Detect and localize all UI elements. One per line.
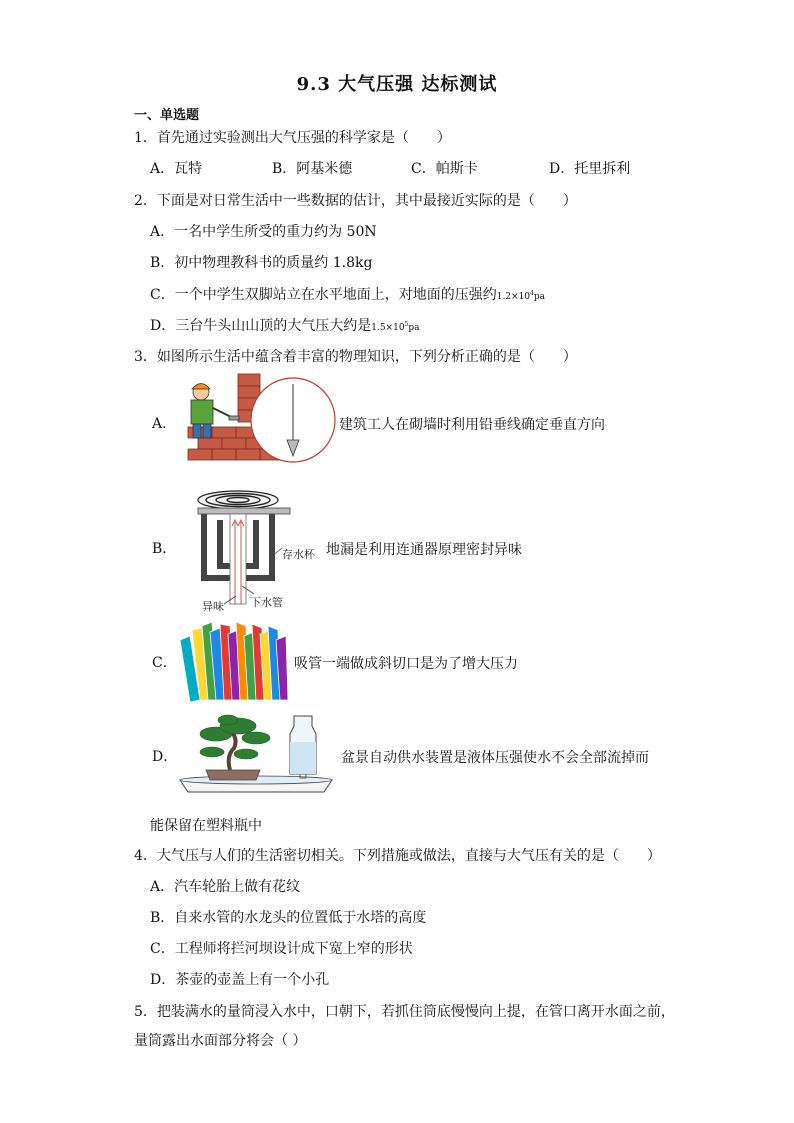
question-1-stem: 1．首先通过实验测出大气压强的科学家是（ ） <box>134 130 451 146</box>
question-5-line-1: 5．把装满水的量筒浸入水中，口朝下，若抓住筒底慢慢向上提，在管口离开水面之前， <box>134 1004 675 1020</box>
q3-option-a-text: 建筑工人在砌墙时利用铅垂线确定垂直方向 <box>339 417 605 433</box>
q2-option-a: A．一名中学生所受的重力约为 50N <box>150 224 377 240</box>
q2-option-c-text: C．一个中学生双脚站立在水平地面上，对地面的压强约 <box>150 287 497 303</box>
q2-c-unit: pa <box>533 292 545 302</box>
q3-option-b-label: B． <box>152 541 177 557</box>
q3-option-a-label: A． <box>152 416 177 432</box>
q1-option-a: A．瓦特 <box>150 161 203 177</box>
q1-option-b: B．阿基米德 <box>272 161 353 177</box>
question-2-stem: 2．下面是对日常生活中一些数据的估计，其中最接近实际的是（ ） <box>134 193 577 209</box>
q3-option-c-label: C． <box>152 655 177 671</box>
q3-option-d-label: D． <box>152 749 178 765</box>
question-5-line-2: 量筒露出水面部分将会（ ） <box>134 1033 307 1049</box>
q2-option-d-value <box>371 323 419 333</box>
floor-drain-figure <box>196 486 326 616</box>
label-trap-cup: 存水杯 <box>282 548 315 561</box>
q2-option-c-value <box>497 292 545 302</box>
q1-option-c: C．帕斯卡 <box>411 161 478 177</box>
q2-c-base: 1.2×10 <box>496 292 531 302</box>
q4-option-a: A．汽车轮胎上做有花纹 <box>150 879 301 895</box>
q3-option-d-continuation: 能保留在塑料瓶中 <box>150 818 262 834</box>
q2-d-exp: 5 <box>404 321 409 328</box>
q4-option-b: B．自来水管的水龙头的位置低于水塔的高度 <box>150 910 427 926</box>
label-drain-pipe: 下水管 <box>250 596 283 609</box>
q2-c-exp: 4 <box>530 290 534 297</box>
question-4-stem: 4．大气压与人们的生活密切相关。下列措施或做法，直接与大气压有关的是（ ） <box>134 848 661 864</box>
q3-option-b-text: 地漏是利用连通器原理密封异味 <box>326 542 522 558</box>
q2-option-d-text: D．三台牛头山山顶的大气压大约是 <box>150 318 372 334</box>
q3-option-d-text: 盆景自动供水装置是液体压强使水不会全部流掉而 <box>341 750 649 766</box>
q2-option-b: B．初中物理教科书的质量约 1.8kg <box>150 255 373 271</box>
q2-d-unit: pa <box>408 323 420 333</box>
q2-d-base: 1.5×10 <box>371 323 405 333</box>
bricklayer-plumb-line-figure <box>183 372 343 467</box>
q3-option-c-text: 吸管一端做成斜切口是为了增大压力 <box>294 656 518 672</box>
page-title: 9.3 大气压强 达标测试 <box>296 74 498 95</box>
q4-option-c: C．工程师将拦河坝设计成下宽上窄的形状 <box>150 941 413 957</box>
q2-option-c <box>150 284 545 307</box>
q4-option-d: D．茶壶的壶盖上有一个小孔 <box>150 972 330 988</box>
straws-figure <box>178 620 292 702</box>
label-odor: 异味 <box>202 600 224 613</box>
q1-option-d: D．托里拆利 <box>549 161 631 177</box>
section-heading: 一、单选题 <box>134 108 200 123</box>
q2-option-d <box>150 315 420 338</box>
bonsai-water-supply-figure <box>176 712 336 796</box>
question-3-stem: 3．如图所示生活中蕴含着丰富的物理知识，下列分析正确的是（ ） <box>134 349 577 365</box>
